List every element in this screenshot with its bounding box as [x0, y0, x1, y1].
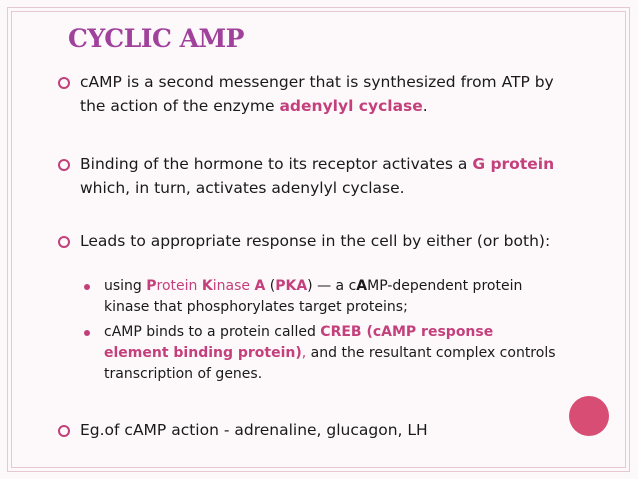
ring-bullet-icon	[58, 159, 70, 171]
subbullet-text: ) — a c	[307, 278, 357, 294]
ring-bullet-icon	[58, 425, 70, 437]
decorative-circle	[569, 396, 609, 436]
subbullet-creb	[80, 322, 560, 385]
subbullet-text: (	[265, 278, 276, 294]
highlight-a: A	[254, 278, 266, 294]
bold-a: A	[356, 278, 368, 294]
subbullet-text: cAMP binds to a protein called	[104, 324, 321, 340]
subbullet-text: using	[104, 278, 147, 294]
bullet-hormone-binding	[56, 152, 576, 200]
highlight-g-protein: G protein	[472, 155, 555, 173]
bullet-camp-definition	[56, 70, 576, 118]
bullet-text: Binding of the hormone to its receptor activates a	[80, 155, 473, 173]
highlight-p: P	[146, 278, 157, 294]
bullet-text: Eg.of cAMP action - adrenaline, glucagon, LH	[80, 421, 428, 439]
ring-bullet-icon	[58, 236, 70, 248]
dot-bullet-icon	[84, 330, 90, 336]
bullet-text-end: which, in turn, activates adenylyl cyclase.	[80, 179, 405, 197]
bullet-examples	[56, 418, 576, 442]
highlight-creb: CREB (cAMP response element binding protein)	[104, 324, 494, 361]
highlight-rotein: rotein	[156, 278, 202, 294]
bullet-text: Leads to appropriate response in the cell by either (or both):	[80, 232, 551, 250]
bullet-text-end: .	[422, 97, 428, 115]
highlight-pka: PKA	[275, 278, 308, 294]
subbullet-text: MP-dependent protein kinase that phosphorylates target proteins;	[104, 278, 523, 315]
ring-bullet-icon	[58, 77, 70, 89]
subbullet-text: and the resultant complex controls transcription of genes.	[104, 345, 556, 382]
slide-title: CYCLIC AMP	[68, 24, 244, 53]
bullet-response	[56, 229, 576, 253]
highlight-adenylyl-cyclase: adenylyl cyclase	[279, 97, 423, 115]
highlight-comma: ,	[301, 345, 307, 361]
subbullet-pka	[80, 276, 560, 318]
bullet-text: cAMP is a second messenger that is synthesized from ATP by the action of the enzyme	[80, 73, 554, 115]
highlight-k: K	[201, 278, 213, 294]
highlight-inase: inase	[212, 278, 255, 294]
dot-bullet-icon	[84, 284, 90, 290]
